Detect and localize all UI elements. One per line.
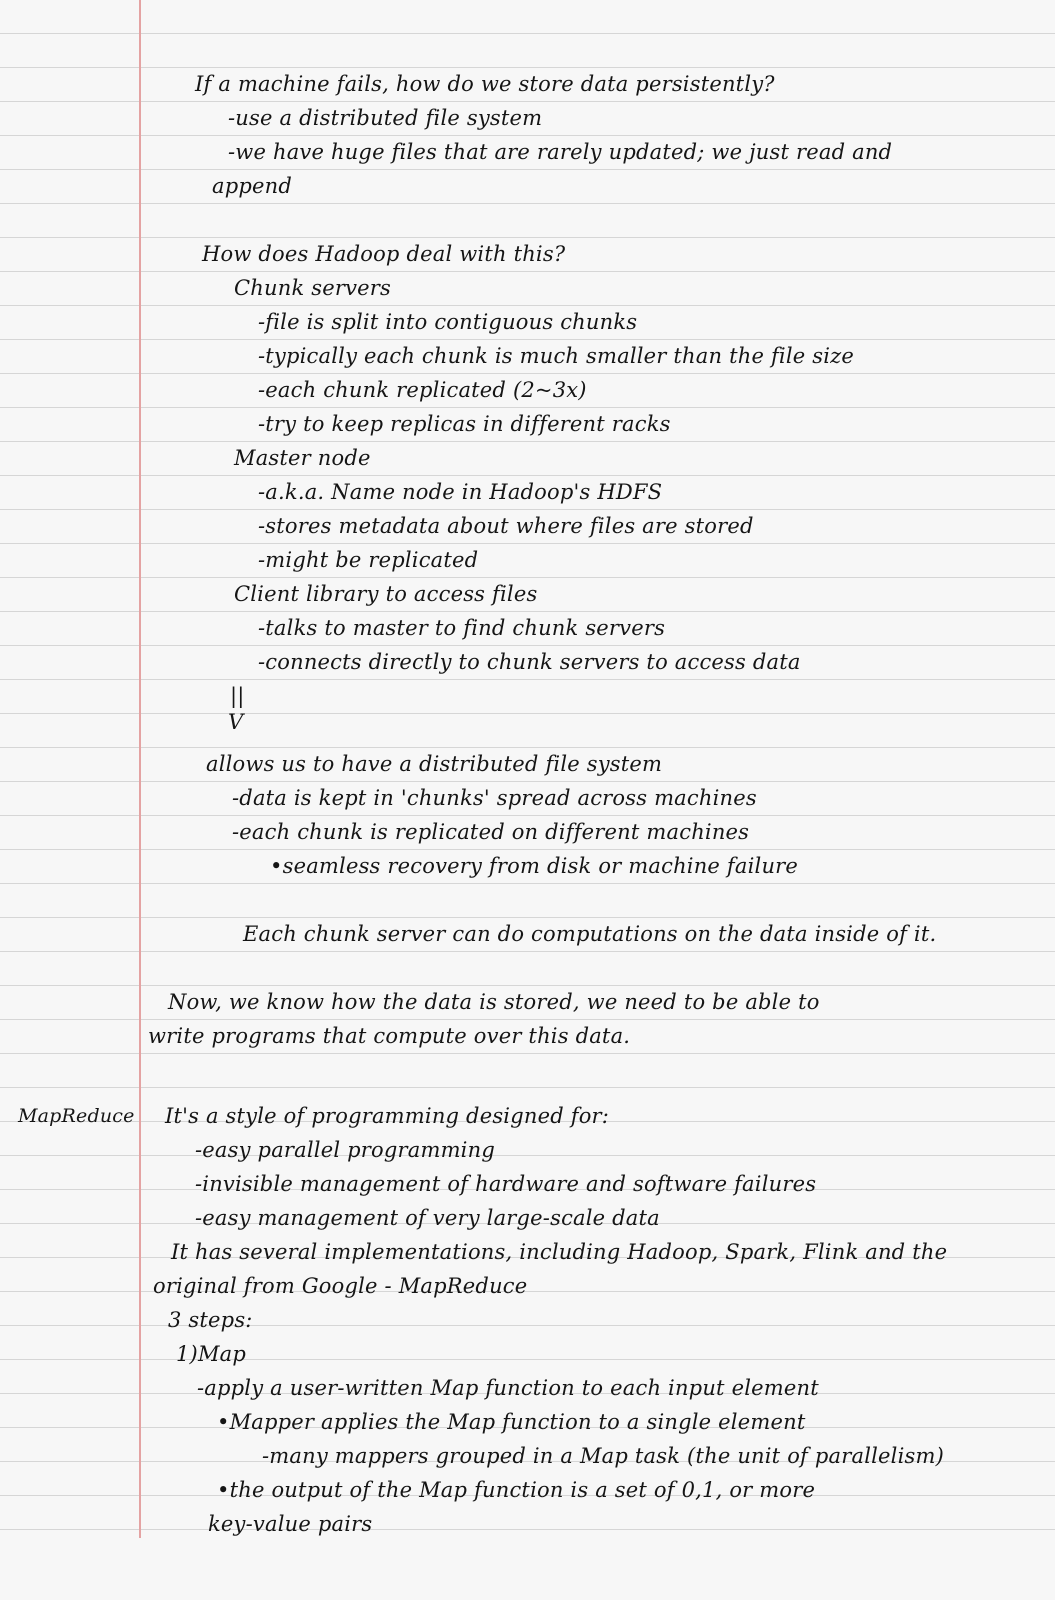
note-line: -talks to master to find chunk servers bbox=[258, 616, 666, 640]
note-line: Each chunk server can do computations on the data inside of it. bbox=[243, 922, 937, 946]
note-line: -stores metadata about where files are stored bbox=[258, 514, 754, 538]
note-line: -we have huge files that are rarely updated; we just read and bbox=[228, 140, 893, 164]
note-line: -data is kept in 'chunks' spread across machines bbox=[232, 786, 757, 810]
note-line: -use a distributed file system bbox=[228, 106, 543, 130]
note-line: -file is split into contiguous chunks bbox=[258, 310, 638, 334]
note-line: -invisible management of hardware and software failures bbox=[195, 1172, 817, 1196]
note-line: -easy management of very large-scale data bbox=[195, 1206, 660, 1230]
note-line: Chunk servers bbox=[234, 276, 391, 300]
note-line: It's a style of programming designed for: bbox=[165, 1104, 610, 1128]
note-line: How does Hadoop deal with this? bbox=[202, 242, 566, 266]
note-line: •the output of the Map function is a set of 0,1, or more bbox=[217, 1478, 816, 1502]
note-line: 1)Map bbox=[176, 1342, 247, 1366]
arrow-bars: || bbox=[230, 684, 245, 708]
note-line: -a.k.a. Name node in Hadoop's HDFS bbox=[258, 480, 663, 504]
note-line: Now, we know how the data is stored, we need to be able to bbox=[168, 990, 820, 1014]
note-line: -typically each chunk is much smaller than the file size bbox=[258, 344, 855, 368]
red-margin-line bbox=[139, 0, 141, 1538]
note-line: -easy parallel programming bbox=[195, 1138, 495, 1162]
note-line: -might be replicated bbox=[258, 548, 479, 572]
note-line: -many mappers grouped in a Map task (the unit of parallelism) bbox=[262, 1444, 944, 1468]
note-line: •seamless recovery from disk or machine failure bbox=[270, 854, 799, 878]
note-line: write programs that compute over this data. bbox=[148, 1024, 631, 1048]
page-bottom bbox=[0, 1538, 1055, 1600]
note-line: -try to keep replicas in different racks bbox=[258, 412, 671, 436]
note-line: It has several implementations, including Hadoop, Spark, Flink and the bbox=[171, 1240, 948, 1264]
note-line: -each chunk replicated (2~3x) bbox=[258, 378, 587, 402]
note-line: append bbox=[212, 174, 293, 198]
note-line: key-value pairs bbox=[208, 1512, 373, 1536]
note-line: -apply a user-written Map function to each input element bbox=[197, 1376, 819, 1400]
margin-label: MapReduce bbox=[18, 1105, 135, 1127]
note-line: •Mapper applies the Map function to a single element bbox=[217, 1410, 806, 1434]
note-line: Client library to access files bbox=[234, 582, 538, 606]
note-line: original from Google - MapReduce bbox=[153, 1274, 528, 1298]
note-line: -each chunk is replicated on different machines bbox=[232, 820, 750, 844]
note-line: -connects directly to chunk servers to access data bbox=[258, 650, 801, 674]
note-line: Master node bbox=[234, 446, 371, 470]
note-line: allows us to have a distributed file system bbox=[206, 752, 663, 776]
note-line: If a machine fails, how do we store data persistently? bbox=[195, 72, 775, 96]
note-line: 3 steps: bbox=[168, 1308, 253, 1332]
arrow-head: V bbox=[228, 710, 244, 734]
